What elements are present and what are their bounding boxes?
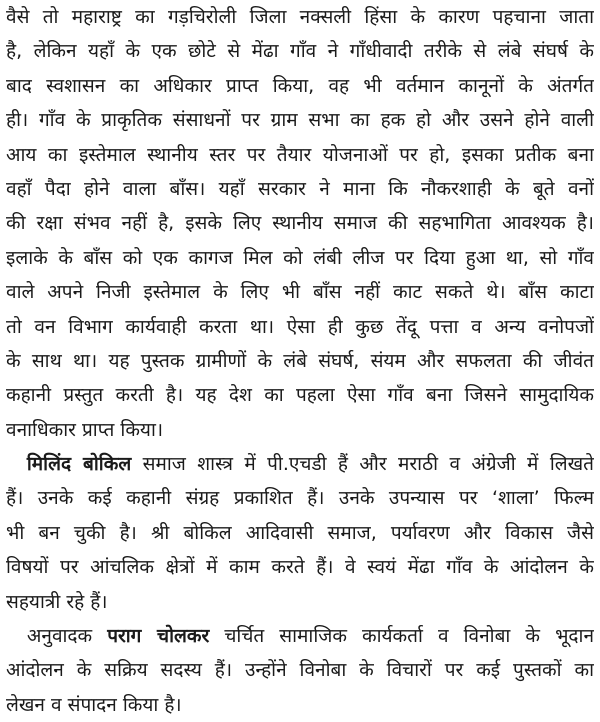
paragraph-mendha-village [6, 0, 594, 447]
translator-lead: अनुवादक [26, 625, 108, 648]
text-line: वनाधिकार प्राप्त किया। [6, 418, 164, 441]
text-line [6, 447, 594, 481]
text-line: लेखन व संपादन किया है। [6, 693, 182, 716]
text-line: तो वन विभाग कार्यवाही करता था। ऐसा ही कुछ तेंदू पत्ता व अन्य वनोपजों [6, 315, 594, 338]
text-line-content: समाज शास्त्र में पी.एचडी हैं और मराठी व अंग्रेजी में लिखते [131, 453, 594, 476]
text-line: वैसे तो महाराष्ट्र का गड़चिरोली जिला नक्सली हिंसा के कारण पहचाना जाता [6, 6, 594, 28]
text-line: है, लेकिन यहाँ के एक छोटे से मेंढा गाँव ने गाँधीवादी तरीके से लंबे संघर्ष के [6, 40, 594, 63]
text-line: इलाके के बाँस को एक कागज मिल को लंबी लीज पर दिया हुआ था, सो गाँव [6, 246, 594, 269]
text-line: आंदोलन के सक्रिय सदस्य हैं। उन्होंने विनोबा के विचारों पर कई पुस्तकों का [6, 659, 594, 682]
text-line: भी बन चुकी है। श्री बोकिल आदिवासी समाज, पर्यावरण और विकास जैसे [6, 521, 594, 544]
text-line: आय का इस्तेमाल स्थानीय स्तर पर तैयार योजनाओं पर हो, इसका प्रतीक बना [6, 143, 594, 166]
text-line: की रक्षा संभव नहीं है, इसके लिए स्थानीय समाज की सहभागिता आवश्यक है। [6, 212, 594, 235]
paragraph-author-bio [6, 447, 594, 619]
text-line: हैं। उनके कई कहानी संग्रह प्रकाशित हैं। उनके उपन्यास पर ‘शाला’ फिल्म [6, 487, 594, 510]
text-line: विषयों पर आंचलिक क्षेत्रों में काम करते हैं। वे स्वयं मेंढा गाँव के आंदोलन के [6, 556, 594, 579]
paragraph-translator-bio [6, 619, 594, 722]
text-line: बाद स्वशासन का अधिकार प्राप्त किया, वह भी वर्तमान कानूनों के अंतर्गत [6, 74, 594, 97]
text-line: वाले अपने निजी इस्तेमाल के लिए भी बाँस नहीं काट सकते थे। बाँस काटा [6, 281, 594, 304]
text-line-content: चर्चित सामाजिक कार्यकर्ता व विनोबा के भूदान [209, 625, 594, 648]
text-line: सहयात्री रहे हैं। [6, 590, 108, 613]
text-line: के साथ था। यह पुस्तक ग्रामीणों के लंबे संघर्ष, संयम और सफलता की जीवंत [6, 349, 594, 372]
text-line: ही। गाँव के प्राकृतिक संसाधनों पर ग्राम सभा का हक हो और उसने होने वाली [6, 109, 594, 132]
author-name: मिलिंद बोकिल [26, 453, 132, 476]
translator-name: पराग चोलकर [107, 625, 210, 648]
text-line [6, 619, 594, 653]
text-line: कहानी प्रस्तुत करती है। यह देश का पहला ऐसा गाँव बना जिसने सामुदायिक [6, 384, 594, 407]
text-line: वहाँ पैदा होने वाला बाँस। यहाँ सरकार ने माना कि नौकरशाही के बूते वनों [6, 177, 594, 200]
